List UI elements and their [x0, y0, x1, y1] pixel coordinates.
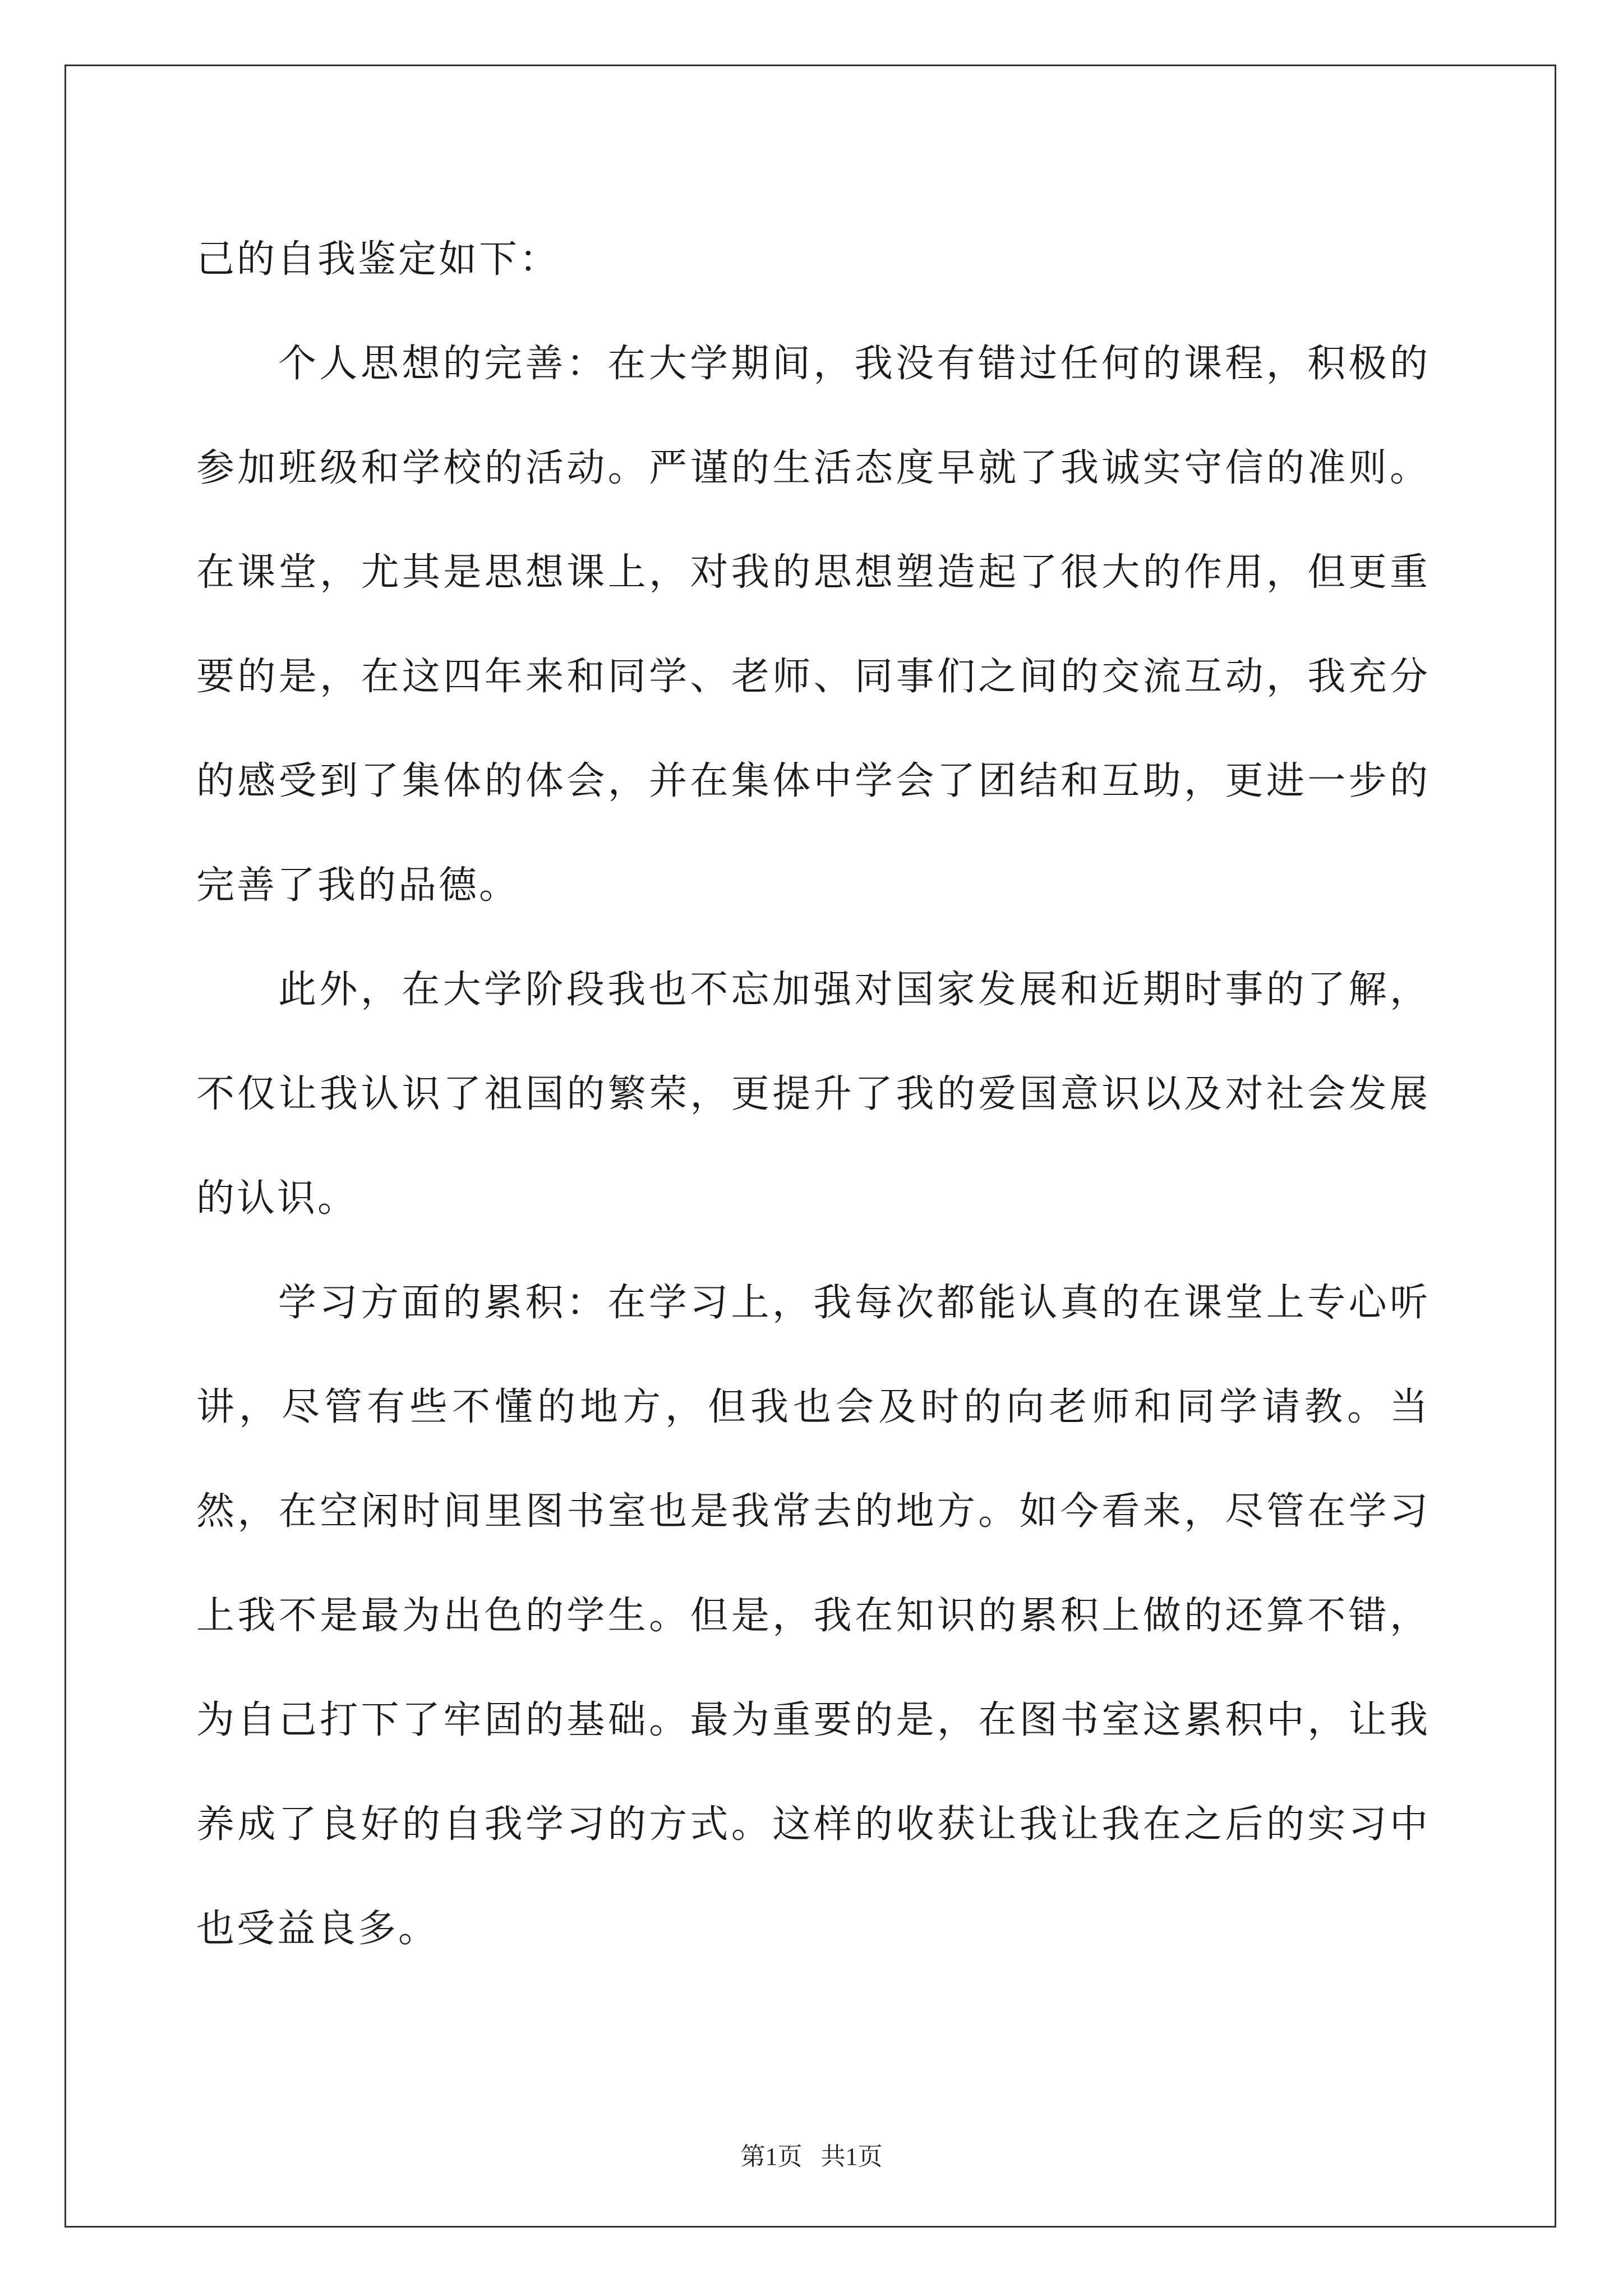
paragraph-intro: 己的自我鉴定如下： — [196, 237, 560, 282]
document-body — [196, 208, 1430, 1981]
page-number-footer: 第1页 共1页 — [740, 2143, 883, 2170]
paragraph-study: 学习方面的累积：在学习上，我每次都能认真的在课堂上专心听讲，尽管有些不懂的地方，但我也会及时的向老师和同学请教。当然，在空闲时间里图书室也是我常去的地方。如今看来，尽管在学习上我不是最为出色的学生。但是，我在知识的累积上做的还算不错，为自己打下了牢固的基础。最为重要的是，在图书室这累积中，让我养成了良好的自我学习的方式。这样的收获让我让我在之后的实习中也受益良多。 — [196, 1281, 1430, 1951]
paragraph-current-affairs: 此外，在大学阶段我也不忘加强对国家发展和近期时事的了解，不仅让我认识了祖国的繁荣，更提升了我的爱国意识以及对社会发展的认识。 — [196, 968, 1430, 1221]
paragraph-thought: 个人思想的完善：在大学期间，我没有错过任何的课程，积极的参加班级和学校的活动。严谨的生活态度早就了我诚实守信的准则。在课堂，尤其是思想课上，对我的思想塑造起了很大的作用，但更重要的是，在这四年来和同学、老师、同事们之间的交流互动，我充分的感受到了集体的体会，并在集体中学会了团结和互助，更进一步的完善了我的品德。 — [196, 342, 1430, 908]
